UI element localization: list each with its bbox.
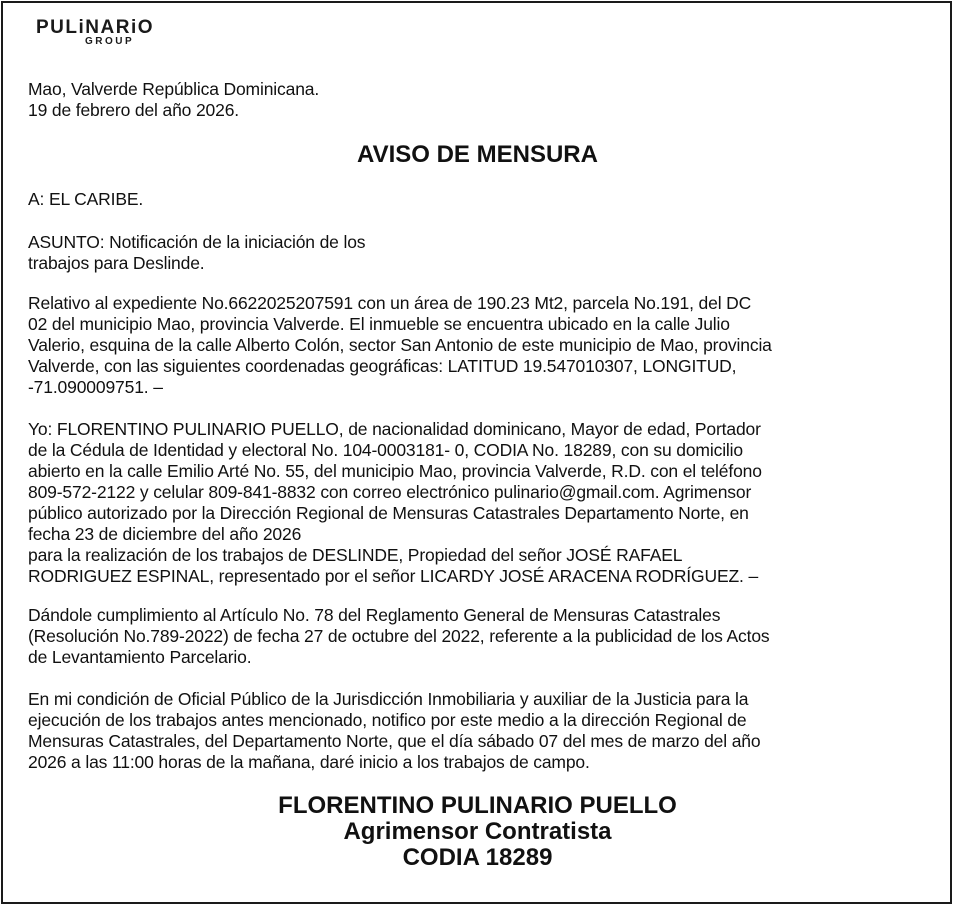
header-date: 19 de febrero del año 2026.	[28, 100, 239, 120]
paragraph-declarant	[28, 419, 924, 587]
signature-codia: CODIA 18289	[402, 844, 553, 871]
paragraph-line: 2026 a las 11:00 horas de la mañana, daré inicio a los trabajos de campo.	[28, 752, 590, 772]
paragraph-line: -71.090009751. –	[28, 377, 163, 397]
paragraph-line: Yo: FLORENTINO PULINARIO PUELLO, de nacionalidad dominicano, Mayor de edad, Portador	[28, 419, 761, 439]
signature-block	[3, 793, 952, 871]
logo-group: GROUP	[85, 36, 135, 47]
paragraph-line: Dándole cumplimiento al Artículo No. 78 del Reglamento General de Mensuras Catastrales	[28, 605, 721, 625]
paragraph-line: Relativo al expediente No.6622025207591 con un área de 190.23 Mt2, parcela No.191, del DC	[28, 293, 752, 313]
paragraph-line: abierto en la calle Emilio Arté No. 55, del municipio Mao, provincia Valverde, R.D. con el teléfono	[28, 461, 762, 481]
paragraph-line: 809-572-2122 y celular 809-841-8832 con correo electrónico pulinario@gmail.com. Agrimensor	[28, 482, 752, 502]
paragraph-line: (Resolución No.789-2022) de fecha 27 de octubre del 2022, referente a la publicidad de los Actos	[28, 626, 770, 646]
paragraph-notification	[28, 689, 924, 773]
header-block	[28, 79, 924, 121]
paragraph-line: ejecución de los trabajos antes mencionado, notifico por este medio a la dirección Regional de	[28, 710, 747, 730]
paragraph-line: de Levantamiento Parcelario.	[28, 647, 252, 667]
subject-block	[28, 232, 924, 274]
paragraph-line: Valverde, con las siguientes coordenadas geográficas: LATITUD 19.547010307, LONGITUD,	[28, 356, 737, 376]
paragraph-expediente	[28, 293, 924, 398]
paragraph-line: para la realización de los trabajos de DESLINDE, Propiedad del señor JOSÉ RAFAEL	[28, 545, 683, 565]
paragraph-line: Mensuras Catastrales, del Departamento Norte, que el día sábado 07 del mes de marzo del año	[28, 731, 761, 751]
subject-line-2: trabajos para Deslinde.	[28, 253, 205, 273]
paragraph-line: 02 del municipio Mao, provincia Valverde. El inmueble se encuentra ubicado en la calle Julio	[28, 314, 730, 334]
logo-brand: PULiNARiO	[36, 17, 154, 38]
recipient-line	[28, 189, 924, 210]
paragraph-line: fecha 23 de diciembre del año 2026	[28, 524, 302, 544]
paragraph-line: En mi condición de Oficial Público de la Jurisdicción Inmobiliaria y auxiliar de la Justicia para la	[28, 689, 749, 709]
paragraph-regulation	[28, 605, 924, 668]
paragraph-line: público autorizado por la Dirección Regional de Mensuras Catastrales Departamento Norte, en	[28, 503, 749, 523]
signature-name: FLORENTINO PULINARIO PUELLO	[278, 792, 677, 819]
notice-frame	[1, 1, 952, 904]
recipient: A: EL CARIBE.	[28, 189, 144, 209]
pulinario-logo	[36, 18, 216, 50]
subject-line-1: ASUNTO: Notificación de la iniciación de los	[28, 232, 366, 252]
paragraph-line: de la Cédula de Identidad y electoral No. 104-0003181- 0, CODIA No. 18289, con su domicilio	[28, 440, 743, 460]
signature-role: Agrimensor Contratista	[343, 818, 612, 845]
notice-title: AVISO DE MENSURA	[357, 141, 598, 168]
paragraph-line: RODRIGUEZ ESPINAL, representado por el señor LICARDY JOSÉ ARACENA RODRÍGUEZ. –	[28, 566, 759, 586]
paragraph-line: Valerio, esquina de la calle Alberto Colón, sector San Antonio de este municipio de Mao, provincia	[28, 335, 772, 355]
header-location: Mao, Valverde República Dominicana.	[28, 79, 320, 99]
